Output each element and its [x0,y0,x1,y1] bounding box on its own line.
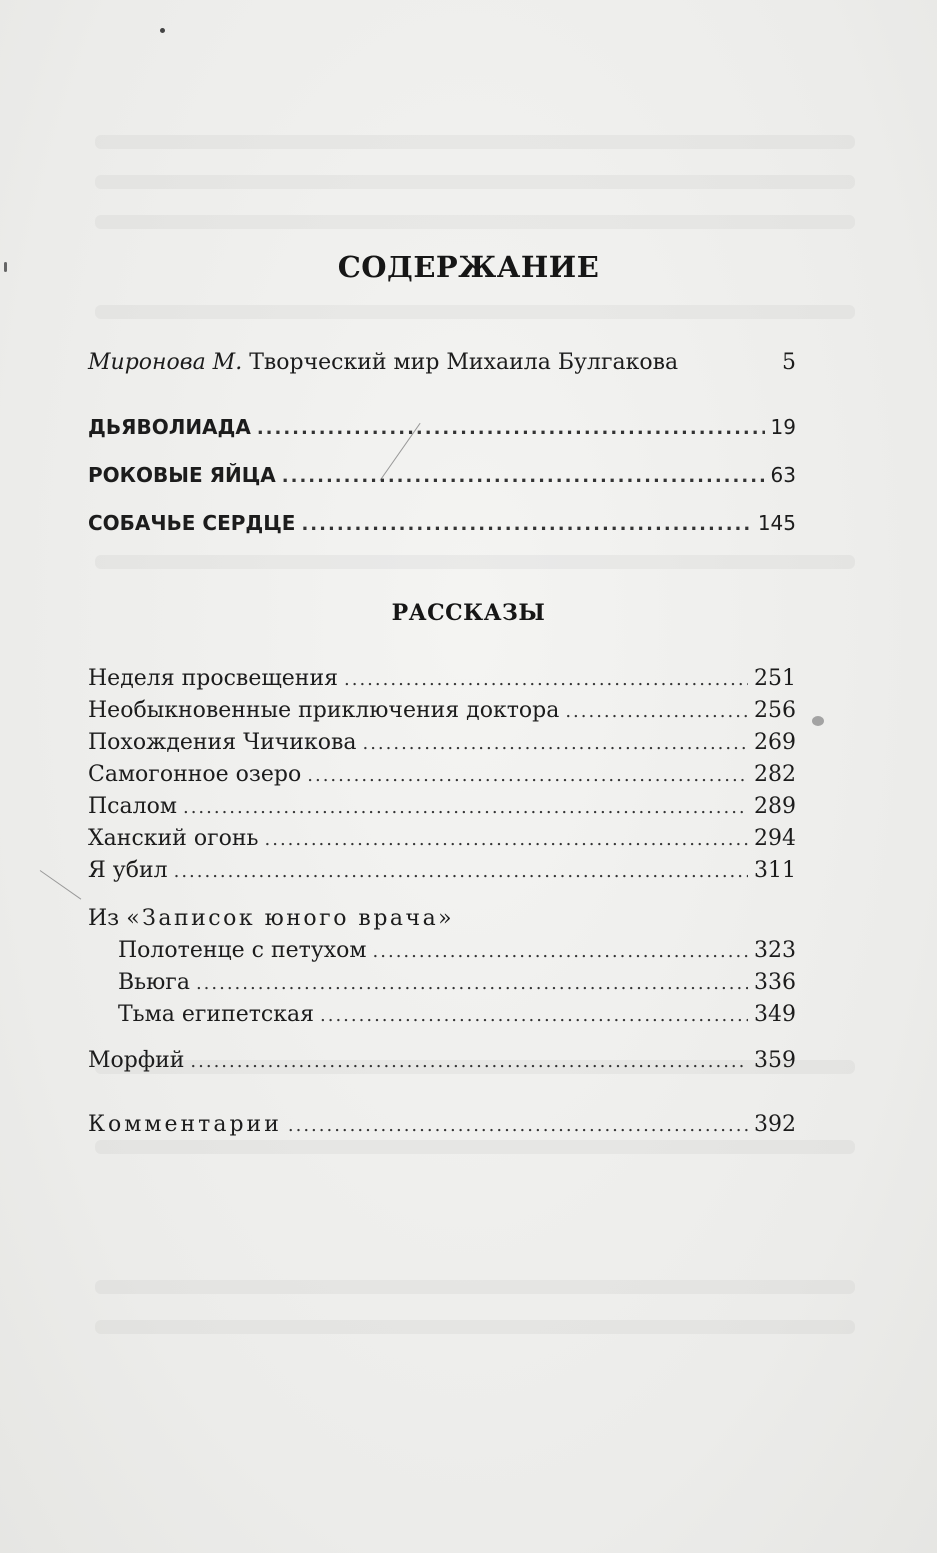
toc-page: 294 [754,826,796,851]
leader-dots [265,825,749,855]
leader-dots [190,1047,748,1077]
leader-dots [257,414,765,444]
toc-page: 359 [754,1048,796,1073]
intro-author: Миронова М. [88,350,243,375]
toc-page: 63 [770,463,796,487]
toc-entry-intro[interactable] [88,348,796,378]
toc-title: Ханский огонь [88,826,259,851]
toc-title: Неделя просвещения [88,666,339,691]
section-label-title: «Записок юного врача» [126,906,455,931]
leader-dots [282,462,765,492]
ink-speck [160,28,165,33]
toc-page: 323 [754,938,796,963]
show-through-line [95,305,855,319]
toc-entry-young-doctor[interactable] [118,936,796,967]
toc-title: Самогонное озеро [88,762,302,787]
toc-page: 282 [754,762,796,787]
leader-dots [174,857,748,887]
toc-entry-young-doctor[interactable] [118,968,796,999]
toc-page: 269 [754,730,796,755]
toc-page: 256 [754,698,796,723]
toc-page: 311 [754,858,796,883]
scratch-line [40,870,82,899]
toc-title: Комментарии [88,1112,282,1137]
toc-entry-story[interactable] [88,696,796,727]
leader-dots [307,761,748,791]
toc-entry-story[interactable] [88,856,796,887]
toc-title: Похождения Чичикова [88,730,357,755]
toc-title: Тьма египетская [118,1002,315,1027]
toc-page: 289 [754,794,796,819]
ink-speck [812,716,824,726]
leader-dots [565,697,748,727]
leader-dots [344,665,748,695]
show-through-line [95,1280,855,1294]
toc-entry-story[interactable] [88,664,796,695]
toc-title: СОБАЧЬЕ СЕРДЦЕ [88,511,296,535]
show-through-line [95,1140,855,1154]
section-label-prefix: Из [88,906,127,931]
toc-title: ДЬЯВОЛИАДА [88,415,251,439]
toc-entry-story[interactable] [88,760,796,791]
toc-page: 392 [754,1112,796,1137]
show-through-line [95,1320,855,1334]
toc-page: 19 [770,415,796,439]
toc-page: 336 [754,970,796,995]
toc-page: 251 [754,666,796,691]
contents-heading: СОДЕРЖАНИЕ [337,250,600,284]
leader-dots [362,729,748,759]
toc-page: 145 [757,511,796,535]
intro-title: Творческий мир Михаила Булгакова [242,350,679,375]
intro-page: 5 [782,350,796,375]
toc-entry-rokovye-yaytsa[interactable] [88,460,796,492]
toc-title: Я убил [88,858,168,883]
leader-dots [196,969,748,999]
show-through-line [95,555,855,569]
stories-heading: РАССКАЗЫ [391,600,546,626]
toc-entry-comments[interactable] [88,1110,796,1141]
toc-entry-story[interactable] [88,792,796,823]
young-doctor-section-label [88,904,454,934]
toc-title: Псалом [88,794,177,819]
toc-title: Полотенце с петухом [118,938,367,963]
show-through-line [95,135,855,149]
leader-dots [301,510,751,540]
leader-dots [373,937,748,967]
show-through-line [95,175,855,189]
toc-page: 349 [754,1002,796,1027]
toc-title: РОКОВЫЕ ЯЙЦА [88,463,276,487]
toc-title: Необыкновенные приключения доктора [88,698,560,723]
leader-dots [288,1111,748,1141]
toc-entry-story[interactable] [88,728,796,759]
toc-title: Морфий [88,1048,185,1073]
toc-entry-dyavoliada[interactable] [88,412,796,444]
toc-title: Вьюга [118,970,190,995]
show-through-line [95,215,855,229]
toc-entry-morfiy[interactable] [88,1046,796,1077]
leader-dots [320,1001,748,1031]
leader-dots [183,793,748,823]
toc-entry-young-doctor[interactable] [118,1000,796,1031]
toc-entry-story[interactable] [88,824,796,855]
toc-entry-sobache-serdtse[interactable] [88,508,796,540]
